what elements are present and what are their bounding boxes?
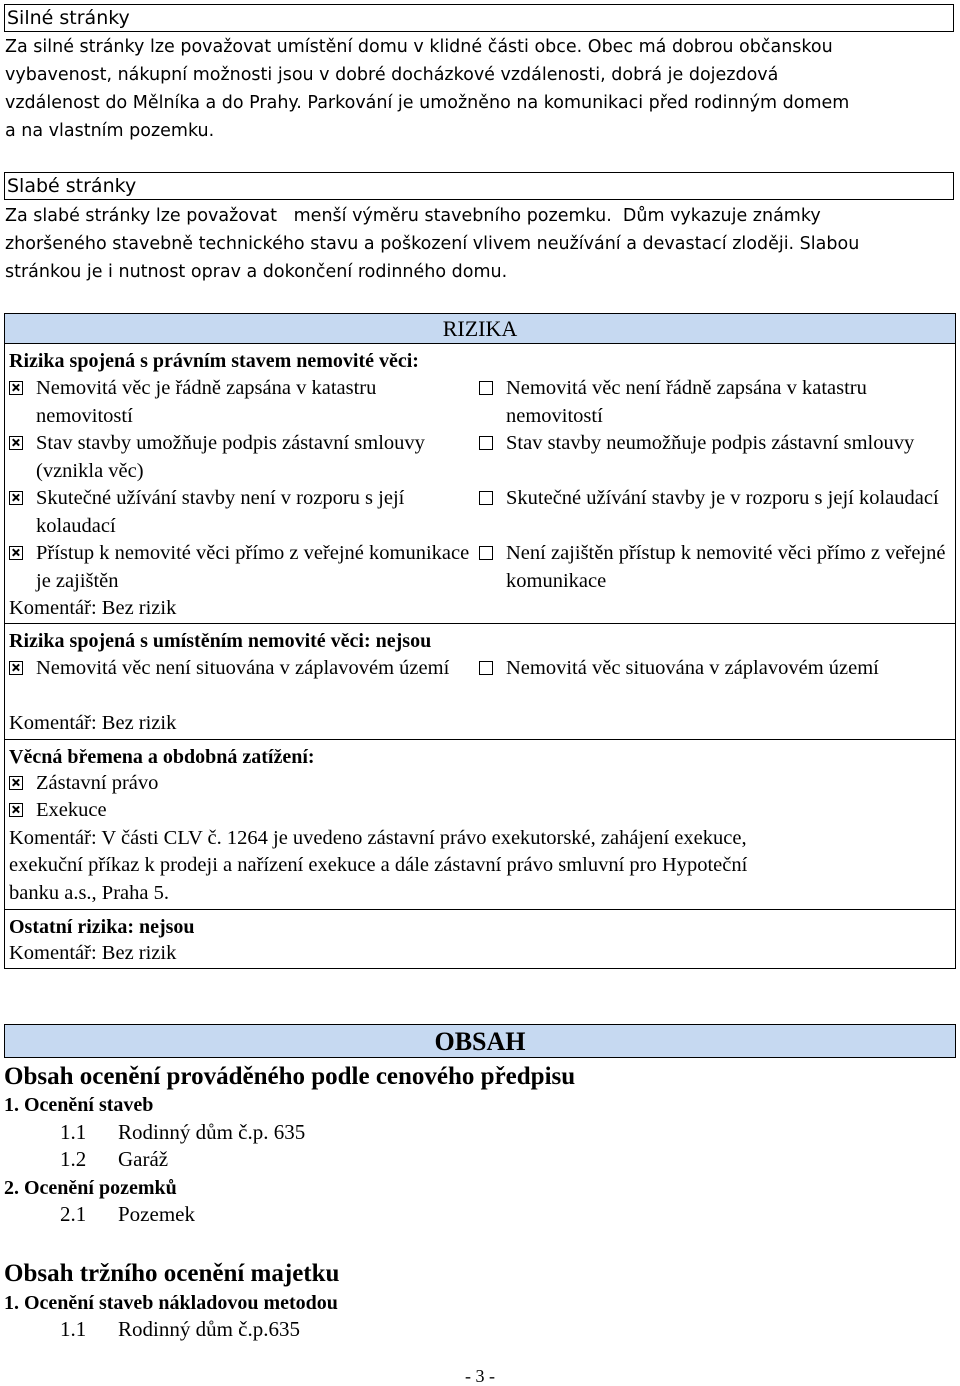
divider [5,739,955,740]
risks-box [4,313,956,969]
legal-option-use-ok [9,485,471,540]
other-risks-heading: Ostatní rizika: nejsou [9,916,195,938]
strengths-line: a na vlastním pozemku. [5,121,215,141]
weaknesses-line: Za slabé stránky lze považovat menší výměru stavebního pozemku. Dům vykazuje známky [5,206,821,226]
toc-group: 1. Ocenění staveb nákladovou metodou [4,1292,338,1314]
toc-item [60,1316,300,1343]
other-comment: Komentář: Bez rizik [9,942,177,964]
option-text: Skutečné užívání stavby není v rozporu s její kolaudací [36,487,405,537]
legal-option-contract-impossible [479,430,949,458]
burdens-heading: Věcná břemena a obdobná zatížení: [9,746,315,768]
weaknesses-heading: Slabé stránky [4,172,954,200]
option-text: Nemovitá věc není situována v záplavovém území [36,657,450,679]
empty-box-icon [479,436,493,450]
checked-box-icon [9,803,23,817]
legal-comment: Komentář: Bez rizik [9,597,177,619]
burdens-comment-line: exekuční příkaz k prodeji a nařízení exekuce a dále zástavní právo smluvní pro Hypoteční [9,854,748,876]
checked-box-icon [9,381,23,395]
toc-item [60,1146,168,1173]
contents-heading: OBSAH [4,1024,956,1058]
burden-execution [9,797,609,825]
option-text: Skutečné užívání stavby je v rozporu s její kolaudací [506,487,939,509]
strengths-line: Za silné stránky lze považovat umístění domu v klidné části obce. Obec má dobrou občanskou [5,37,833,57]
option-text: Není zajištěn přístup k nemovité věci přímo z veřejné komunikace [506,542,946,592]
empty-box-icon [479,491,493,505]
toc-item [60,1201,195,1228]
location-option-no-flood [9,655,471,683]
location-option-flood [479,655,953,683]
toc-price-title: Obsah ocenění prováděného podle cenového předpisu [4,1063,576,1090]
strengths-line: vzdálenost do Mělníka a do Prahy. Parkování je umožněno na komunikaci před rodinným domem [5,93,850,113]
toc-item-number: 1.1 [60,1317,87,1341]
burdens-comment-line: Komentář: V části CLV č. 1264 je uvedeno zástavní právo exekutorské, zahájení exekuce, [9,827,747,849]
toc-item-text: Garáž [118,1147,169,1171]
empty-box-icon [479,546,493,560]
toc-market-title: Obsah tržního ocenění majetku [4,1260,340,1287]
toc-item-text: Rodinný dům č.p. 635 [118,1120,306,1144]
option-text: Přístup k nemovité věci přímo z veřejné komunikace je zajištěn [36,542,470,592]
option-text: Exekuce [36,799,107,821]
legal-risks-heading: Rizika spojená s právním stavem nemovité věci: [9,350,419,372]
divider [5,623,955,624]
toc-item [60,1119,305,1146]
legal-option-use-conflict [479,485,949,513]
toc-item-text: Rodinný dům č.p.635 [118,1317,300,1341]
burden-lien [9,770,609,798]
option-text: Stav stavby umožňuje podpis zástavní smlouvy (vznikla věc) [36,432,425,482]
legal-option-registered [9,375,471,430]
empty-box-icon [479,381,493,395]
empty-box-icon [479,661,493,675]
divider [5,909,955,910]
location-risks-heading: Rizika spojená s umístěním nemovité věci: nejsou [9,630,432,652]
toc-item-number: 2.1 [60,1202,87,1226]
page-number: - 3 - [465,1366,495,1386]
strengths-text [5,33,950,145]
strengths-heading: Silné stránky [4,4,954,32]
location-comment: Komentář: Bez rizik [9,712,177,734]
legal-option-access-missing [479,540,949,595]
legal-option-contract-possible [9,430,471,485]
checked-box-icon [9,491,23,505]
option-text: Zástavní právo [36,772,159,794]
toc-group: 1. Ocenění staveb [4,1094,154,1116]
option-text: Nemovitá věc není řádně zapsána v katastru nemovitostí [506,377,867,427]
legal-option-access-ok [9,540,471,595]
burdens-comment-line: banku a.s., Praha 5. [9,882,169,904]
toc-item-number: 1.2 [60,1147,87,1171]
checked-box-icon [9,776,23,790]
checked-box-icon [9,546,23,560]
toc-item-text: Pozemek [118,1202,195,1226]
weaknesses-line: stránkou je i nutnost oprav a dokončení rodinného domu. [5,262,508,282]
option-text: Stav stavby neumožňuje podpis zástavní smlouvy [506,432,915,454]
toc-item-number: 1.1 [60,1120,87,1144]
legal-option-not-registered [479,375,949,430]
option-text: Nemovitá věc je řádně zapsána v katastru nemovitostí [36,377,377,427]
checked-box-icon [9,661,23,675]
toc-group: 2. Ocenění pozemků [4,1177,177,1199]
risks-heading: RIZIKA [5,314,955,344]
weaknesses-text [5,202,950,286]
weaknesses-line: zhoršeného stavebně technického stavu a poškození vlivem neužívání a devastací zloději. Slabou [5,234,860,254]
option-text: Nemovitá věc situována v záplavovém území [506,657,879,679]
strengths-line: vybavenost, nákupní možnosti jsou v dobré docházkové vzdálenosti, dobrá je dojezdová [5,65,779,85]
checked-box-icon [9,436,23,450]
